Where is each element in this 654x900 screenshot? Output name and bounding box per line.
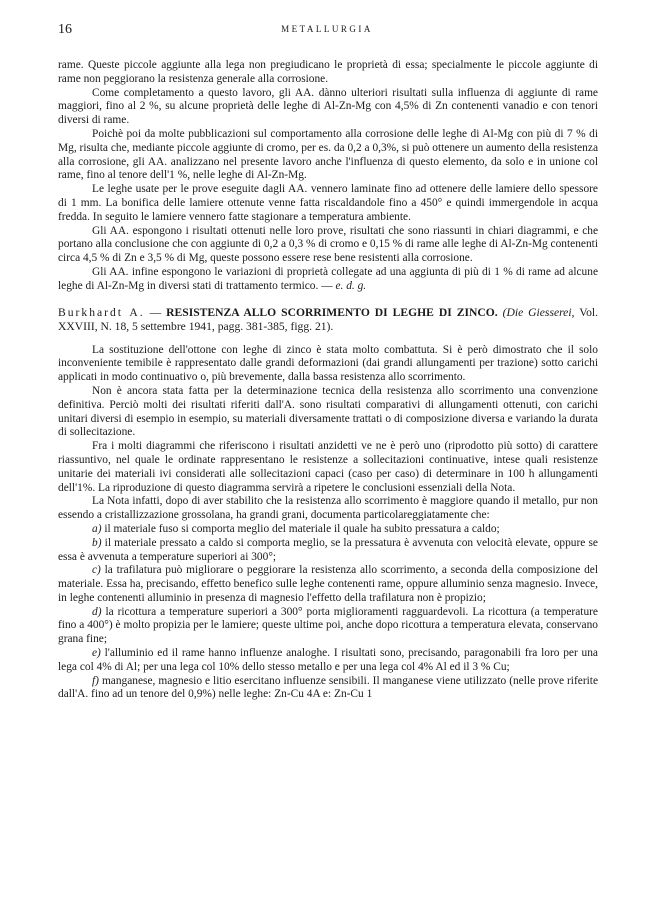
article-title: RESISTENZA ALLO SCORRIMENTO DI LEGHE DI ZINCO. [166,305,498,319]
paragraph: Le leghe usate per le prove eseguite dagli AA. vennero laminate fino ad ottenere delle lamiere dello spessore di 1 mm. La bonifica delle lamiere ottenute venne fatta riscaldandole fino a 450° e quindi immergendole in acqua fredda. In seguito le lamiere vennero fatte stagionare a temperatura ambiente. [58,183,598,223]
text-column [58,59,598,702]
reviewer-signature: e. d. g. [335,279,367,292]
citation-dash: — [144,305,167,319]
list-item-label: b) [92,536,102,549]
paragraph: La sostituzione dell'ottone con leghe di zinco è stata molto combattuta. Si è però dimostrato che il solo inconveniente temibile è rappresentato dalle grandi deformazioni (dai grandi allungamenti per trazione) sotto carichi applicati in modo continuativo o, più brevemente, dalla bassa resistenza allo scorrimento. [58,343,598,384]
paragraph: Poichè poi da molte pubblicazioni sul comportamento alla corrosione delle leghe di Al-Mg con più di 7 % di Mg, risulta che, mediante piccole aggiunte di cromo, per es. da 0,2 a 0,3%, si può ottenere un aumento della resistenza alla corrosione, gli AA. analizzano nel presente lavoro anche l'influenza di questo elemento, da solo e in unione col rame, fino al tenore dell'1 %, nelle leghe di Al-Zn-Mg. [58,127,598,182]
list-item [58,564,598,605]
paragraph-text: Gli AA. infine espongono le variazioni di proprietà collegate ad una aggiunta di più di 1 % di rame ad alcune leghe di Al-Zn-Mg in diversi stati di trattamento termico. — [58,265,598,292]
page-number: 16 [58,22,72,37]
bibliographic-entry [58,306,598,334]
list-item-text: manganese, magnesio e litio esercitano influenze sensibili. Il manganese viene utilizzato (nelle prove riferite dall'A. fino ad un tenore del 0,9%) nelle leghe: Zn-Cu 4A e: Zn-Cu 1 [58,674,598,701]
list-item-text: il materiale fuso si comporta meglio del materiale il quale ha subito pressatura a caldo; [101,522,500,535]
running-title: METALLURGIA [281,24,373,34]
paragraph: La Nota infatti, dopo di aver stabilito che la resistenza allo scorrimento è maggiore quando il metallo, pur non essendo a cristallizzazione grossolana, ha grandi grani, documenta particolareggiatamente che: [58,495,598,522]
page-header [58,22,596,38]
list-item-label: e) [92,647,101,660]
article-author: Burkhardt A. [58,305,145,319]
list-item-label: a) [92,522,102,535]
list-item-label: c) [92,564,101,577]
journal-name: (Die Giesserei, [497,305,575,319]
list-item-text: la trafilatura può migliorare o peggiorare la resistenza allo scorrimento, a seconda della composizione del materiale. Essa ha, precisando, effetto benefico sulle leghe contenenti rame, oppure alluminio senza magnesio. Invece, in leghe contenenti alluminio in presenza di magnesio l'effetto della trafilatura non è propizio; [58,564,598,604]
paragraph: Non è ancora stata fatta per la determinazione tecnica della resistenza allo scorrimento una convenzione definitiva. Perciò molti dei risultati riferiti dall'A. sono risultati comparativi di allungamenti ottenuti, con carichi unitari diversi di esempio in esempio, su materiali diversamente trattati o di composizione diversa e variando la durata di sollecitazione. [58,384,598,439]
list-item-label: f) [92,674,99,687]
list-item [58,537,598,565]
list-item-label: d) [92,605,102,618]
paragraph: Gli AA. espongono i risultati ottenuti nelle loro prove, risultati che sono riassunti in chiari diagrammi, e che portano alla conclusione che con aggiunte di 0,2 a 0,3 % di cromo e 0,15 % di rame alle leghe di Al-Zn-Mg contenenti circa 4,5 % di Zn e 3,5 % di Mg, queste possono essere rese bene resistenti alla corrosione. [58,224,598,265]
section-gap [58,294,598,306]
citation-details: Vol. XXVIII, N. 18, 5 settembre 1941, pagg. 381-385, figg. 21). [58,305,599,333]
paragraph-with-signature [58,266,598,294]
list-item [58,675,598,703]
list-item [58,647,598,675]
section-gap [58,334,598,344]
paragraph: rame. Queste piccole aggiunte alla lega non pregiudicano le proprietà di essa; specialmente le piccole aggiunte di rame non peggiorano la resistenza generale alla corrosione. [58,59,598,85]
list-item [58,523,598,537]
list-item-text: l'alluminio ed il rame hanno influenze analoghe. I risultati sono, precisando, paragonabili fra loro per una lega col 4% di Al; per una lega col 10% dello stesso metallo e per una lega col 4% Al ed il 3 % Cu; [58,647,598,673]
list-item [58,606,598,647]
list-item-text: la ricottura a temperature superiori a 300° porta miglioramenti ragguardevoli. La ricottura (a temperature fino a 400°) è molto propizia per le lamiere; queste ultime poi, anche dopo ricottura a temperatura elevata, conservano grana fine; [58,605,598,646]
list-item-text: il materiale pressato a caldo si comporta meglio, se la pressatura è avvenuta con velocità elevate, oppure se essa è avvenuta a temperature superiori ai 300°; [58,536,598,563]
paragraph: Come completamento a questo lavoro, gli AA. dànno ulteriori risultati sulla influenza di aggiunte di rame maggiori, fino al 2 %, su alcune proprietà delle leghe di Al-Zn-Mg con 4,5% di Zn contenenti vanadio e con tenori diversi di rame. [58,86,598,127]
paragraph: Fra i molti diagrammi che riferiscono i risultati anzidetti ve ne è però uno (riprodotto più sotto) di carattere riassuntivo, nel quale le ordinate rappresentano le resistenze a sollecitazioni continuative, intese quali resistenze unitarie dei materiali ivi considerati alle sollecitazioni capaci (caso per caso) di determinare in 100 h allungamenti dell'1%. La riproduzione di questo diagramma servirà a ripetere le conclusioni essenziali della Nota. [58,440,598,494]
